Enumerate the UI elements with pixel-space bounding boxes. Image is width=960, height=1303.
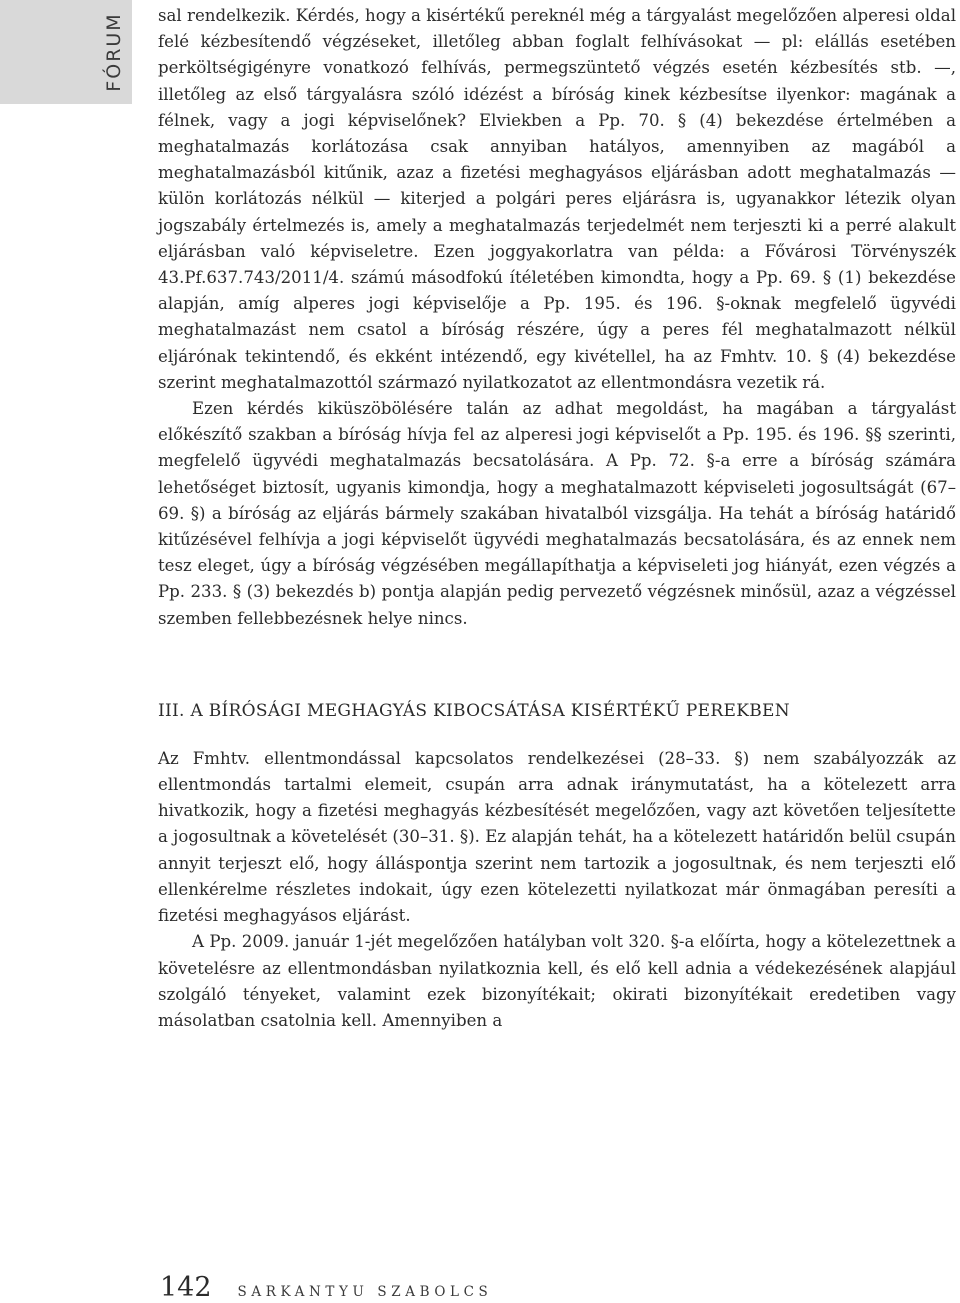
author-name: SARKANTYU SZABOLCS xyxy=(237,1284,493,1300)
body-paragraph-4: A Pp. 2009. január 1-jét megelőzően hatályban volt 320. §-a előírta, hogy a kötelezettnek a követelésre az ellentmondásban nyilatkoznia kell, és elő kell adnia a védekezésének alapjául szolgáló tényeket, valamint ezek bizonyítékait; okirati bizonyítékait eredetiben vagy másolatban csatolnia kell. Amennyiben a xyxy=(158,932,956,1030)
page-body xyxy=(158,3,956,1034)
page-footer xyxy=(160,1272,492,1303)
section-tab xyxy=(0,0,132,104)
body-paragraph-1: sal rendelkezik. Kérdés, hogy a kisértékű pereknél még a tárgyalást megelőzően alperesi oldal felé kézbesítendő végzéseket, illetőleg abban foglalt felhívásokat — pl: elállás esetében perköltségigényre vonatkozó felhívás, permegszüntető végzés esetén kézbesítés stb. —, illetőleg az első tárgyalásra szóló idézést a bíróság kinek kézbesítse ilyenkor: magának a félnek, vagy a jogi képviselőnek? Elviekben a Pp. 70. § (4) bekezdése értelmében a meghatalmazás korlátozása csak annyiban hatályos, amennyiben az magából a meghatalmazásból kitűnik, azaz a fizetési meghagyásos eljárásban adott meghatalmazás — külön korlátozás nélkül — kiterjed a polgári peres eljárásra is, ugyanakkor létezik olyan jogszabály értelmezés is, amely a meghatalmazás terjedelmét nem terjeszti ki a perré alakult eljárásban való képviseletre. Ezen joggyakorlatra van példa: a Fővárosi Törvényszék 43.Pf.637.743/2011/4. számú másodfokú ítéletében kimondta, hogy a Pp. 69. § (1) bekezdése alapján, amíg alperes jogi képviselője a Pp. 195. és 196. §-oknak megfelelő ügyvédi meghatalmazást nem csatol a bíróság részére, úgy a peres fél meghatalmazott nélkül eljárónak tekintendő, és ekként intézendő, egy kivétellel, ha az Fmhtv. 10. § (4) bekezdése szerint meghatalmazottól származó nyilatkozatot az ellentmondásra vezetik rá. xyxy=(158,6,956,392)
section-heading: III. A BÍRÓSÁGI MEGHAGYÁS KIBOCSÁTÁSA KISÉRTÉKŰ PEREKBEN xyxy=(158,700,790,721)
page-number: 142 xyxy=(160,1272,212,1303)
body-paragraph-3: Az Fmhtv. ellentmondással kapcsolatos rendelkezései (28–33. §) nem szabályozzák az ellentmondás tartalmi elemeit, csupán arra adnak iránymutatást, ha a kötelezett arra hivatkozik, hogy a fizetési meghagyás kézbesítését megelőzően, vagy azt követően teljesítette a jogosultnak a követelését (30–31. §). Ez alapján tehát, ha a kötelezett határidőn belül csupán annyit terjeszt elő, hogy álláspontja szerint nem tartozik a jogosultnak, és nem terjeszti elő ellenkérelme részletes indokait, úgy ezen kötelezetti nyilatkozat már önmagában peresíti a fizetési meghagyásos eljárást. xyxy=(158,748,956,926)
body-paragraph-2: Ezen kérdés kiküszöbölésére talán az adhat megoldást, ha magában a tárgyalást előkészítő szakban a bíróság hívja fel az alperesi jogi képviselőt a Pp. 195. és 196. §§ szerinti, megfelelő ügyvédi meghatalmazás becsatolására. A Pp. 72. §-a erre a bíróság számára lehetőséget biztosít, ugyanis kimondja, hogy a meghatalmazott képviseleti jogosultságát (67–69. §) a bíróság az eljárás bármely szakában hivatalból vizsgálja. Ha tehát a bíróság határidő kitűzésével felhívja a jogi képviselőt ügyvédi meghatalmazás becsatolására, és az ennek nem tesz eleget, úgy a bíróság végzésében megállapíthatja a képviseleti jog hiányát, ezen végzés a Pp. 233. § (3) bekezdés b) pontja alapján pedig pervezető végzésnek minősül, azaz a végzéssel szemben fellebbezésnek helye nincs. xyxy=(158,399,956,628)
section-tab-label: FÓRUM xyxy=(103,12,125,92)
